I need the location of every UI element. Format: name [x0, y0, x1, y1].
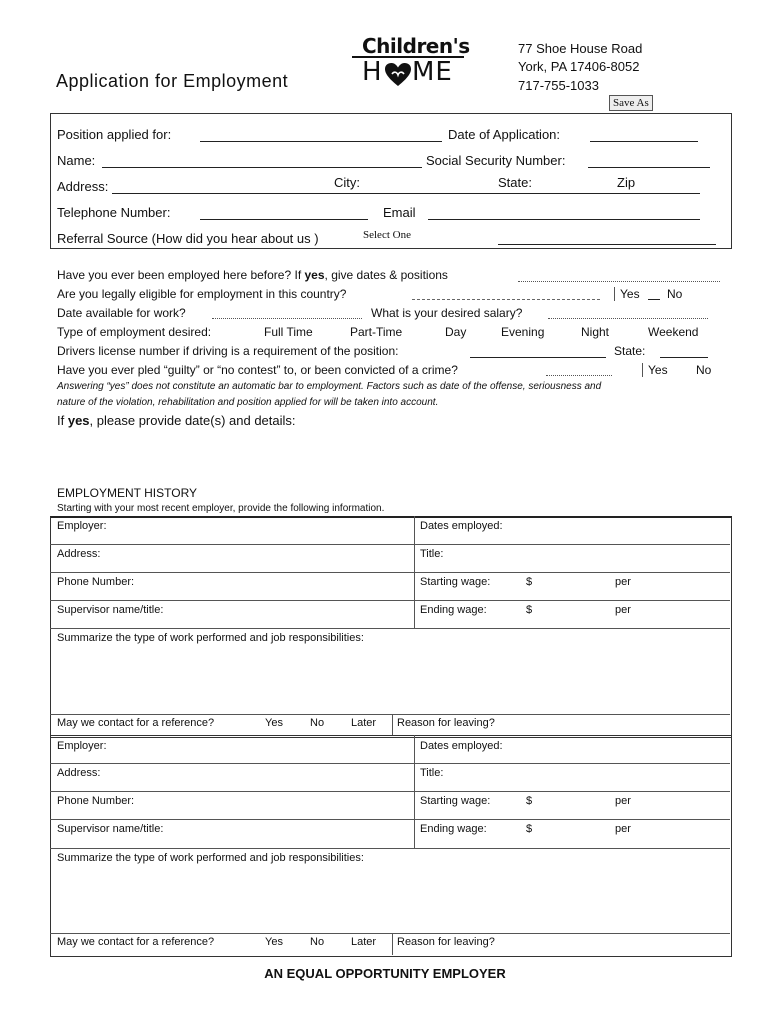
employer-2-reason[interactable]: Reason for leaving? — [397, 936, 495, 948]
employer-2-row-divider — [50, 848, 730, 849]
crime-yes: Yes — [648, 363, 668, 377]
license-state-field[interactable] — [660, 357, 708, 358]
address-line2: York, PA 17406-8052 — [518, 59, 640, 74]
telephone-label: Telephone Number: — [57, 205, 171, 220]
available-question: Date available for work? — [57, 306, 186, 320]
page-title: Application for Employment — [56, 71, 289, 91]
position-label: Position applied for: — [57, 127, 172, 142]
employer-1-start-dollar: $ — [526, 576, 533, 588]
equal-opportunity-footer: AN EQUAL OPPORTUNITY EMPLOYER — [264, 966, 506, 981]
save-as-button[interactable]: Save As — [609, 95, 653, 111]
state-label: State: — [498, 175, 532, 190]
employer-2-row-divider — [50, 819, 730, 820]
employer-2-summary[interactable]: Summarize the type of work performed and job responsibilities: — [57, 852, 364, 864]
employer-1-end-per: per — [615, 604, 631, 616]
employer-1-start-per: per — [615, 576, 631, 588]
referral-label: Referral Source (How did you hear about us ) — [57, 231, 319, 246]
employer-2-start-dollar: $ — [526, 795, 533, 807]
employer-1-phone[interactable]: Phone Number: — [57, 576, 135, 588]
employer-1-summary[interactable]: Summarize the type of work performed and job responsibilities: — [57, 632, 364, 644]
employer-1-row-divider — [50, 572, 730, 573]
employer-1-column-divider — [414, 516, 415, 628]
type-evening[interactable]: Evening — [501, 325, 545, 339]
date-application-field[interactable] — [590, 141, 698, 142]
employer-1-reason[interactable]: Reason for leaving? — [397, 717, 495, 729]
employer-2-phone[interactable]: Phone Number: — [57, 795, 135, 807]
ssn-field[interactable] — [588, 167, 710, 168]
heart-icon — [384, 62, 412, 88]
logo-text-me: ME — [412, 57, 453, 87]
eligible-no: No — [667, 287, 683, 301]
available-field[interactable] — [212, 318, 362, 319]
employer-2-contact-no[interactable]: No — [310, 936, 325, 948]
crime-note-line2: nature of the violation, rehabilitation and position applied for will be taken into account. — [57, 397, 439, 408]
employer-1-row-divider — [50, 544, 730, 545]
crime-note-line1: Answering “yes” does not constitute an automatic bar to employment. Factors such as date of the offense, seriousness and — [57, 381, 602, 392]
employer-2-address[interactable]: Address: — [57, 767, 101, 779]
salary-field[interactable] — [548, 318, 708, 319]
details-label: If yes, please provide date(s) and details: — [57, 413, 296, 428]
employer-2-dates[interactable]: Dates employed: — [420, 740, 503, 752]
referral-select[interactable]: Select One — [363, 229, 411, 241]
employer-1-address[interactable]: Address: — [57, 548, 101, 560]
employer-2-employer[interactable]: Employer: — [57, 740, 107, 752]
address-field[interactable] — [112, 193, 700, 194]
employer-1-contact-label: May we contact for a reference? — [57, 717, 215, 729]
employer-2-contact-yes[interactable]: Yes — [265, 936, 283, 948]
eligible-question: Are you legally eligible for employment in this country? — [57, 287, 347, 301]
type-part-time[interactable]: Part-Time — [350, 325, 403, 339]
employer-1-contact-yes[interactable]: Yes — [265, 717, 283, 729]
employer-1-end-wage[interactable]: Ending wage: — [420, 604, 487, 616]
crime-no: No — [696, 363, 712, 377]
logo-text-top: Children's — [362, 34, 470, 58]
employer-block-1 — [50, 516, 732, 738]
type-full-time[interactable]: Full Time — [264, 325, 313, 339]
eligible-yes: Yes — [620, 287, 640, 301]
crime-question: Have you ever pled “guilty” or “no contest” to, or been convicted of a crime? — [57, 363, 458, 377]
address-label: Address: — [57, 179, 109, 194]
employer-1-title[interactable]: Title: — [420, 548, 444, 560]
employer-1-row-divider — [50, 600, 730, 601]
phone-number: 717-755-1033 — [518, 78, 599, 93]
type-night[interactable]: Night — [581, 325, 610, 339]
employed-before-field[interactable] — [518, 281, 720, 282]
employer-1-contact-later[interactable]: Later — [351, 717, 377, 729]
referral-field[interactable] — [498, 244, 716, 245]
employer-1-contact-no[interactable]: No — [310, 717, 325, 729]
email-label: Email — [383, 205, 416, 220]
employer-1-start-wage[interactable]: Starting wage: — [420, 576, 491, 588]
logo-text-h: H — [362, 57, 383, 87]
employer-2-start-per: per — [615, 795, 631, 807]
employer-2-title[interactable]: Title: — [420, 767, 444, 779]
employer-1-employer[interactable]: Employer: — [57, 520, 107, 532]
employer-block-2 — [50, 735, 732, 957]
eligible-yes-box[interactable] — [614, 287, 615, 301]
employer-2-row-divider — [50, 933, 730, 934]
email-field[interactable] — [428, 219, 700, 220]
employer-2-end-wage[interactable]: Ending wage: — [420, 823, 487, 835]
crime-yes-box[interactable] — [642, 363, 643, 377]
telephone-field[interactable] — [200, 219, 368, 220]
employer-2-column-divider — [414, 735, 415, 848]
employed-before-question: Have you ever been employed here before? If yes, give dates & positions — [57, 268, 448, 282]
employment-history-heading: EMPLOYMENT HISTORY — [57, 486, 198, 500]
employer-1-row-divider — [50, 714, 730, 715]
date-application-label: Date of Application: — [448, 127, 561, 142]
employer-2-start-wage[interactable]: Starting wage: — [420, 795, 491, 807]
type-day[interactable]: Day — [445, 325, 467, 339]
position-field[interactable] — [200, 141, 442, 142]
employer-1-reason-divider — [392, 714, 393, 735]
employer-2-end-per: per — [615, 823, 631, 835]
salary-question: What is your desired salary? — [371, 306, 523, 320]
name-field[interactable] — [102, 167, 422, 168]
employer-2-contact-label: May we contact for a reference? — [57, 936, 215, 948]
eligible-leader — [412, 299, 600, 300]
type-label: Type of employment desired: — [57, 325, 212, 339]
ssn-label: Social Security Number: — [426, 153, 566, 168]
crime-leader — [546, 375, 612, 376]
employment-history-subheading: Starting with your most recent employer, provide the following information. — [57, 503, 385, 514]
employer-2-row-divider — [50, 791, 730, 792]
zip-label: Zip — [617, 175, 636, 190]
employer-2-contact-later[interactable]: Later — [351, 936, 377, 948]
license-state-label: State: — [614, 344, 646, 358]
employer-1-dates[interactable]: Dates employed: — [420, 520, 503, 532]
type-weekend[interactable]: Weekend — [648, 325, 699, 339]
employer-2-supervisor[interactable]: Supervisor name/title: — [57, 823, 164, 835]
name-label: Name: — [57, 153, 96, 168]
license-question: Drivers license number if driving is a requirement of the position: — [57, 344, 399, 358]
license-field[interactable] — [470, 357, 606, 358]
employer-2-row-divider — [50, 763, 730, 764]
employer-1-supervisor[interactable]: Supervisor name/title: — [57, 604, 164, 616]
employer-1-end-dollar: $ — [526, 604, 533, 616]
address-line1: 77 Shoe House Road — [518, 41, 643, 56]
employer-2-reason-divider — [392, 933, 393, 955]
eligible-no-box[interactable] — [648, 299, 660, 300]
city-label: City: — [334, 175, 360, 190]
employer-2-end-dollar: $ — [526, 823, 533, 835]
employer-1-row-divider — [50, 628, 730, 629]
